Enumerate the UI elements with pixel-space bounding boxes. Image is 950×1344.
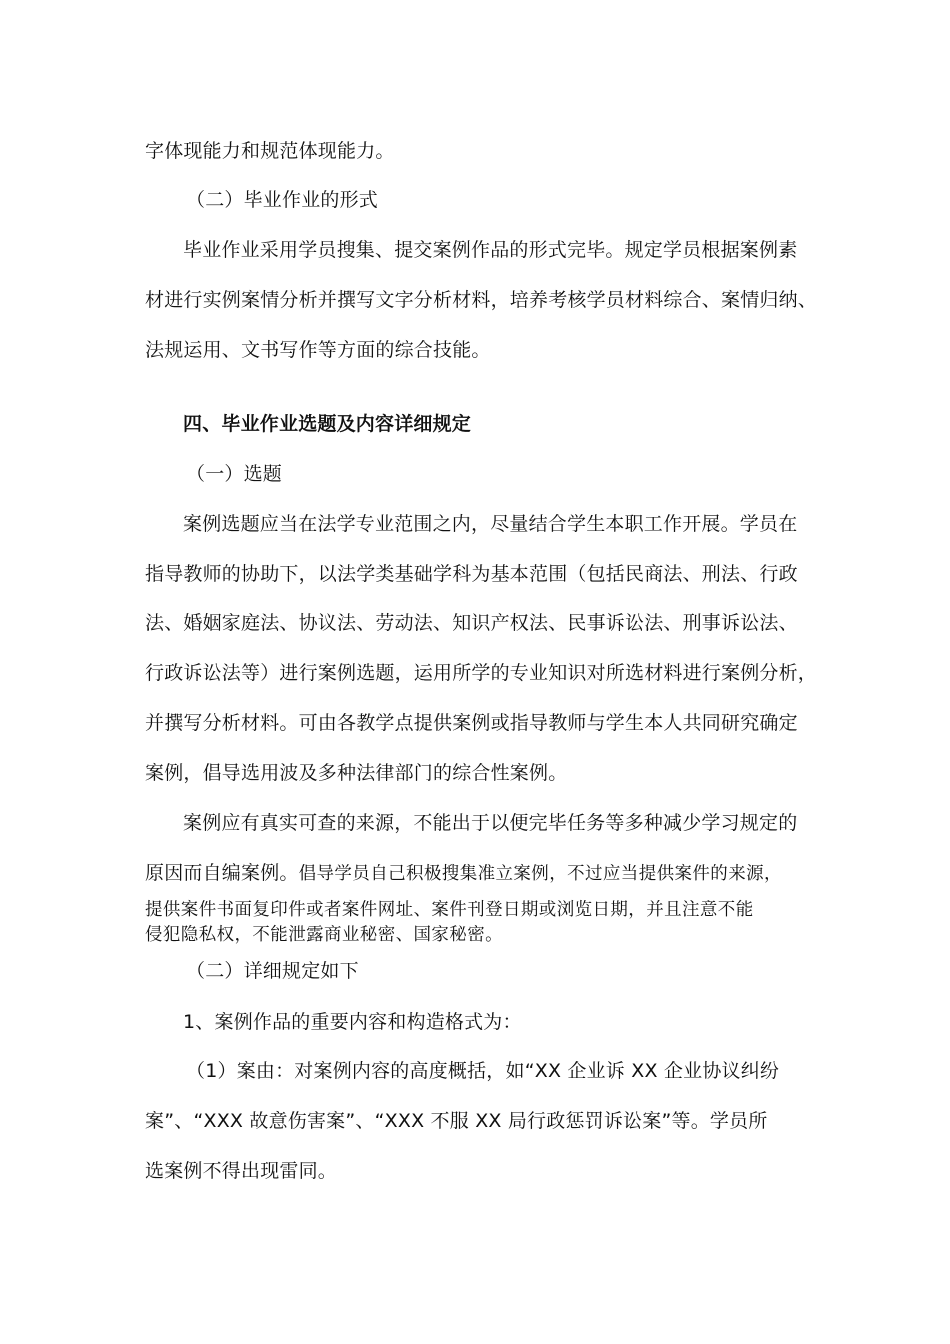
paragraph-line: 法、婚姻家庭法、协议法、劳动法、知识产权法、民事诉讼法、刑事诉讼法、 bbox=[145, 612, 798, 634]
paragraph-line bbox=[145, 860, 782, 887]
paragraph-line: 案例，倡导选用波及多种法律部门的综合性案例。 bbox=[145, 762, 568, 784]
paragraph-line: 案例选题应当在法学专业范围之内，尽量结合学生本职工作开展。学员在 bbox=[183, 513, 798, 535]
paragraph-line: 案例应有真实可查的来源，不能出于以便完毕任务等多种减少学习规定的 bbox=[183, 812, 798, 834]
subsection-heading: （二）毕业作业的形式 bbox=[186, 189, 379, 211]
subsection-heading: （一）选题 bbox=[186, 463, 283, 485]
list-item-heading: 1、案例作品的重要内容和构造格式为： bbox=[183, 1011, 522, 1033]
paragraph-line: 毕业作业采用学员搜集、提交案例作品的形式完毕。规定学员根据案例素 bbox=[183, 239, 798, 261]
paragraph-line: （1）案由：对案例内容的高度概括，如“XX 企业诉 XX 企业协议纠纷 bbox=[186, 1060, 780, 1082]
paragraph-line: 法规运用、文书写作等方面的综合技能。 bbox=[145, 339, 491, 361]
paragraph-line: 侵犯隐私权，不能泄露商业秘密、国家秘密。 bbox=[145, 925, 503, 945]
paragraph-line: 案”、“XXX 故意伤害案”、“XXX 不服 XX 局行政惩罚诉讼案”等。学员所 bbox=[145, 1110, 768, 1132]
paragraph-line: 行政诉讼法等）进行案例选题，运用所学的专业知识对所选材料进行案例分析， bbox=[145, 662, 818, 684]
paragraph-line: 材进行实例案情分析并撰写文字分析材料，培养考核学员材料综合、案情归纳、 bbox=[145, 289, 818, 311]
paragraph-text: 原因而自编案例。 bbox=[145, 862, 299, 884]
paragraph-line: 字体现能力和规范体现能力。 bbox=[145, 140, 395, 162]
paragraph-line: 指导教师的协助下，以法学类基础学科为基本范围（包括民商法、刑法、行政 bbox=[145, 563, 798, 585]
paragraph-text-serif: 倡导学员自己积极搜集准立案例，不过应当提供案件的来源， bbox=[298, 864, 782, 884]
section-heading: 四、毕业作业选题及内容详细规定 bbox=[183, 413, 472, 435]
subsection-heading: （二）详细规定如下 bbox=[186, 960, 359, 982]
paragraph-line: 并撰写分析材料。可由各教学点提供案例或指导教师与学生本人共同研究确定 bbox=[145, 712, 798, 734]
paragraph-line: 提供案件书面复印件或者案件网址、案件刊登日期或浏览日期，并且注意不能 bbox=[145, 900, 754, 920]
paragraph-line: 选案例不得出现雷同。 bbox=[145, 1160, 338, 1182]
